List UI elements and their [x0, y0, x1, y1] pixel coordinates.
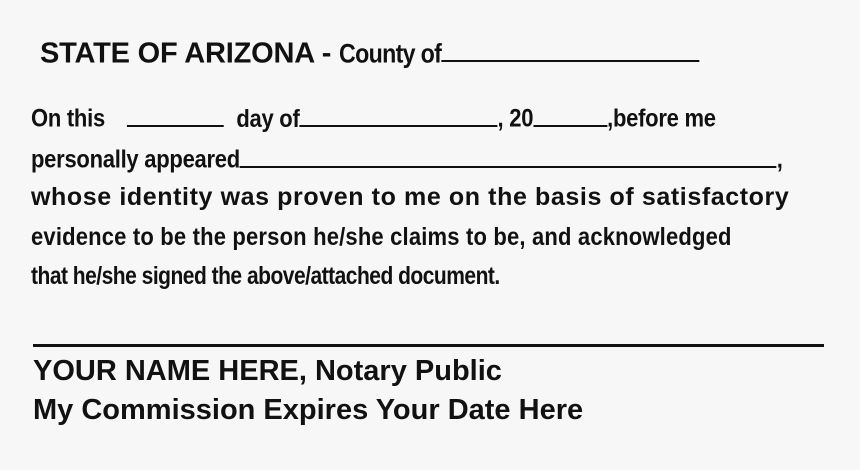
date-line [31, 102, 716, 134]
commission-line: My Commission Expires Your Date Here [33, 394, 584, 426]
appeared-comma: , [776, 145, 783, 174]
personally-appeared-text: personally appeared [31, 145, 240, 174]
day-of-text: day of [236, 104, 300, 133]
body-line-4: evidence to be the person he/she claims to be, and acknowledged [31, 223, 732, 251]
notary-name-line: YOUR NAME HERE, Notary Public [33, 355, 502, 387]
county-label: County of [339, 36, 699, 69]
signature-rule [33, 344, 824, 347]
body-line-3: whose identity was proven to me on the basis of satisfactory [31, 183, 790, 211]
state-county-heading [40, 36, 758, 70]
before-me-text: ,before me [607, 104, 716, 133]
body-line-5: that he/she signed the above/attached document. [31, 262, 500, 290]
county-blank [441, 36, 699, 62]
name-blank [240, 143, 777, 168]
state-label: STATE OF ARIZONA - [40, 37, 332, 70]
year-blank [533, 102, 607, 127]
on-this-text: On this [31, 104, 105, 133]
appeared-line [31, 143, 783, 175]
year-prefix-text: , 20 [497, 104, 534, 133]
month-blank [300, 102, 498, 127]
day-blank [127, 102, 224, 127]
